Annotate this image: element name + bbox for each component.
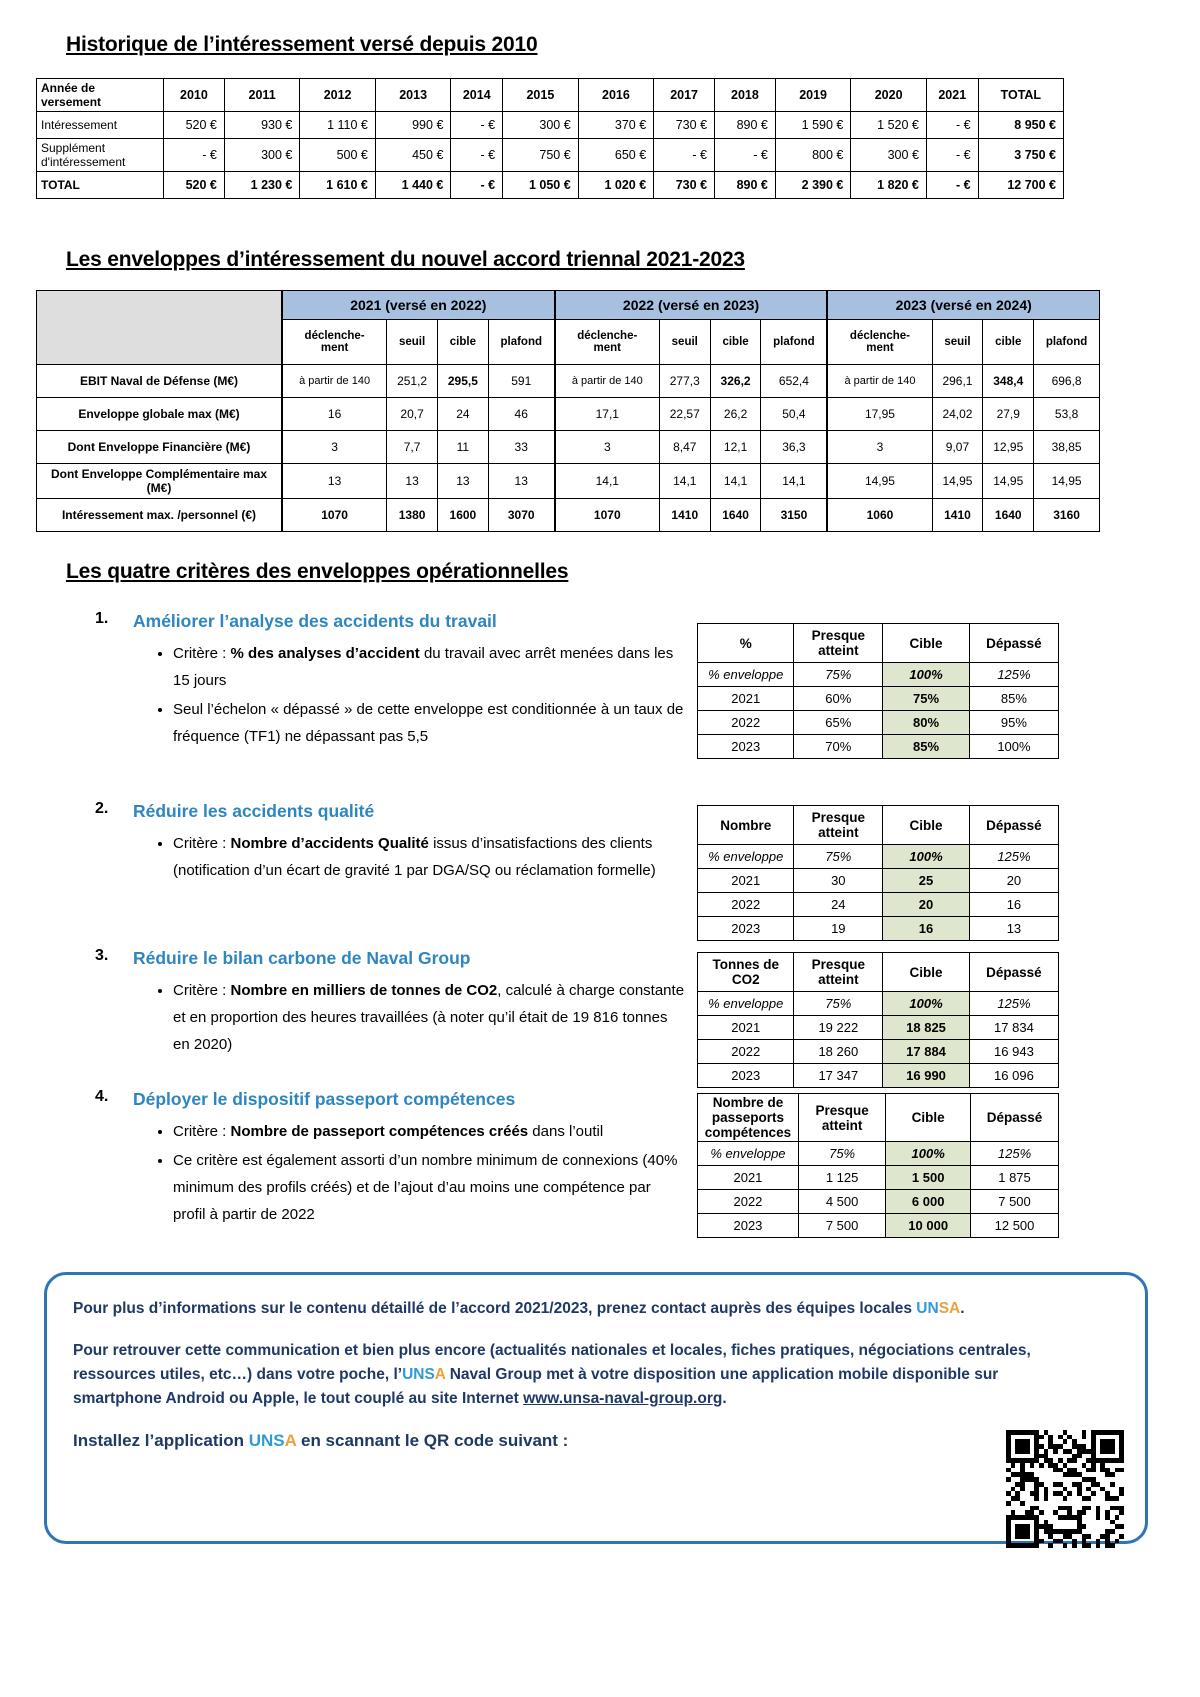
envelopes-row-label: Dont Enveloppe Financière (M€)	[37, 431, 283, 464]
envelopes-cell: 1640	[983, 499, 1034, 532]
criterion-block-3	[95, 947, 685, 1060]
criterion-cell: 6 000	[886, 1190, 971, 1214]
envelopes-cell: 14,1	[710, 464, 761, 499]
unsa-logo-uns-2: UNS	[402, 1366, 435, 1383]
envelopes-cell: à partir de 140	[282, 365, 387, 398]
envelopes-sub-header: seuil	[659, 320, 710, 365]
history-cell: 1 590 €	[775, 112, 851, 139]
criterion-title: Réduire le bilan carbone de Naval Group	[133, 948, 471, 968]
criterion-cell: 17 347	[794, 1064, 883, 1088]
history-cell: 1 610 €	[300, 172, 376, 199]
criterion-cell: 100%	[883, 992, 970, 1016]
history-year-header: 2016	[578, 79, 654, 112]
envelopes-cell: 26,2	[710, 398, 761, 431]
envelopes-cell: 11	[437, 431, 488, 464]
criterion-cell: 2022	[698, 893, 794, 917]
envelopes-cell: 1070	[555, 499, 660, 532]
history-cell: - €	[926, 172, 978, 199]
history-cell: - €	[926, 112, 978, 139]
table-row	[698, 687, 1059, 711]
criterion-cell: 17 884	[883, 1040, 970, 1064]
info-p2-text-b: Naval Group met à votre disposition une application mobile disponible sur smartphone Android ou Apple, le tout couplé au site Internet	[73, 1366, 999, 1407]
history-table	[36, 78, 1064, 199]
envelopes-group-header: 2023 (versé en 2024)	[827, 291, 1099, 320]
history-row-label: Intéressement	[37, 112, 164, 139]
table-row	[698, 1214, 1059, 1238]
history-corner-label: Année de versement	[37, 79, 164, 112]
criterion-cell: % enveloppe	[698, 663, 794, 687]
envelopes-cell: 1600	[437, 499, 488, 532]
envelopes-cell: 8,47	[659, 431, 710, 464]
criterion-bullets	[155, 830, 685, 884]
envelopes-cell: 1640	[710, 499, 761, 532]
history-cell: 930 €	[224, 112, 300, 139]
info-p1-end: .	[960, 1300, 965, 1317]
criterion-cell: 75%	[794, 992, 883, 1016]
unsa-logo-a-2: A	[434, 1366, 446, 1383]
criterion-block-2	[95, 800, 685, 886]
history-year-header: 2019	[775, 79, 851, 112]
info-paragraph-1	[73, 1297, 1033, 1321]
history-cell: - €	[164, 139, 225, 172]
envelopes-cell: 251,2	[387, 365, 438, 398]
criterion-cell: 125%	[969, 845, 1058, 869]
envelopes-cell: 38,85	[1034, 431, 1100, 464]
criterion-cell: 2021	[698, 687, 794, 711]
criterion-column-header: Cible	[886, 1094, 971, 1142]
history-cell: 730 €	[654, 172, 715, 199]
criterion-cell: % enveloppe	[698, 992, 794, 1016]
criterion-cell: 16	[969, 893, 1058, 917]
envelopes-cell: 13	[282, 464, 387, 499]
envelopes-cell: 3160	[1034, 499, 1100, 532]
envelopes-cell: 3	[555, 431, 660, 464]
envelopes-cell: 1380	[387, 499, 438, 532]
table-row	[698, 1064, 1059, 1088]
envelopes-sub-header: plafond	[761, 320, 827, 365]
table-row	[698, 1016, 1059, 1040]
criterion-cell: 20	[969, 869, 1058, 893]
criterion-cell: 24	[794, 893, 883, 917]
envelopes-cell: 20,7	[387, 398, 438, 431]
unsa-logo-un: UN	[916, 1300, 939, 1317]
envelopes-cell: 50,4	[761, 398, 827, 431]
criterion-cell: 100%	[883, 663, 970, 687]
criterion-cell: 80%	[883, 711, 970, 735]
criterion-cell: 75%	[794, 845, 883, 869]
envelopes-cell: 14,1	[659, 464, 710, 499]
list-item: • Critère : % des analyses d’accident du travail avec arrêt menées dans les 15 jours	[173, 640, 685, 694]
table-row	[698, 992, 1059, 1016]
criterion-cell: 75%	[883, 687, 970, 711]
criterion-number: 2.	[95, 800, 109, 817]
criterion-cell: 16 990	[883, 1064, 970, 1088]
criterion-bullets	[155, 640, 685, 750]
envelopes-cell: 12,1	[710, 431, 761, 464]
history-cell: 450 €	[375, 139, 451, 172]
envelopes-cell: 24	[437, 398, 488, 431]
table-row	[698, 1040, 1059, 1064]
envelopes-row-label: Enveloppe globale max (M€)	[37, 398, 283, 431]
criterion-title: Réduire les accidents qualité	[133, 801, 375, 821]
envelopes-cell: 14,95	[932, 464, 983, 499]
history-year-header: 2015	[503, 79, 579, 112]
history-cell: 890 €	[715, 112, 776, 139]
criterion-cell: 2021	[698, 1016, 794, 1040]
envelopes-sub-header: plafond	[1034, 320, 1100, 365]
envelopes-sub-header: déclenche- ment	[827, 320, 932, 365]
criterion-table-3	[697, 952, 1059, 1088]
history-year-header: 2017	[654, 79, 715, 112]
criterion-cell: 18 825	[883, 1016, 970, 1040]
criterion-cell: 2021	[698, 869, 794, 893]
table-row	[698, 1166, 1059, 1190]
criterion-cell: 95%	[969, 711, 1058, 735]
unsa-logo-sa: SA	[938, 1300, 961, 1317]
history-year-header: 2014	[451, 79, 503, 112]
table-row	[698, 663, 1059, 687]
envelopes-cell: 12,95	[983, 431, 1034, 464]
criterion-table-2	[697, 805, 1059, 941]
envelopes-sub-header: cible	[983, 320, 1034, 365]
history-cell: 730 €	[654, 112, 715, 139]
envelopes-corner	[37, 291, 283, 365]
history-cell: 1 820 €	[851, 172, 927, 199]
criterion-column-header: Dépassé	[969, 624, 1058, 663]
info-p1-text: Pour plus d’informations sur le contenu détaillé de l’accord 2021/2023, prenez contact auprès des équipes locales	[73, 1300, 917, 1317]
history-cell: 1 230 €	[224, 172, 300, 199]
criterion-column-header: Dépassé	[971, 1094, 1059, 1142]
history-year-header: 2020	[851, 79, 927, 112]
info-p2-end: .	[722, 1390, 727, 1407]
criterion-cell: 17 834	[969, 1016, 1058, 1040]
criterion-number: 3.	[95, 947, 109, 964]
criterion-cell: 7 500	[971, 1190, 1059, 1214]
table-row	[37, 499, 1100, 532]
envelopes-cell: 591	[488, 365, 554, 398]
history-cell: 990 €	[375, 112, 451, 139]
criterion-cell: 1 500	[886, 1166, 971, 1190]
table-row	[698, 845, 1059, 869]
envelopes-sub-header: déclenche- ment	[555, 320, 660, 365]
criterion-cell: % enveloppe	[698, 845, 794, 869]
table-row	[698, 735, 1059, 759]
criterion-table-4	[697, 1093, 1059, 1238]
envelopes-cell: 46	[488, 398, 554, 431]
envelopes-cell: 53,8	[1034, 398, 1100, 431]
criterion-bullets	[155, 1118, 685, 1228]
criterion-cell: 12 500	[971, 1214, 1059, 1238]
envelopes-sub-header: seuil	[932, 320, 983, 365]
table-row	[698, 869, 1059, 893]
criterion-cell: 18 260	[794, 1040, 883, 1064]
criterion-cell: 1 125	[798, 1166, 885, 1190]
table-header-row	[698, 806, 1059, 845]
envelopes-cell: 3150	[761, 499, 827, 532]
history-total-cell: 8 950 €	[978, 112, 1063, 139]
criterion-cell: 2023	[698, 917, 794, 941]
unsa-logo-uns-3: UNS	[248, 1431, 285, 1450]
table-row	[698, 917, 1059, 941]
history-cell: - €	[715, 139, 776, 172]
envelopes-cell: 27,9	[983, 398, 1034, 431]
criterion-cell: 125%	[969, 992, 1058, 1016]
history-total-header: TOTAL	[978, 79, 1063, 112]
history-cell: 650 €	[578, 139, 654, 172]
history-cell: - €	[451, 112, 503, 139]
history-cell: 370 €	[578, 112, 654, 139]
history-cell: - €	[451, 139, 503, 172]
table-row	[37, 112, 1064, 139]
criterion-table-1	[697, 623, 1059, 759]
info-p3-text: Installez l’application	[73, 1431, 249, 1450]
unsa-website-link[interactable]: www.unsa-naval-group.org	[523, 1390, 723, 1407]
envelopes-sub-header: plafond	[488, 320, 554, 365]
criterion-cell: 70%	[794, 735, 883, 759]
criterion-column-header: Dépassé	[969, 953, 1058, 992]
criterion-column-header: Cible	[883, 624, 970, 663]
history-cell: - €	[654, 139, 715, 172]
criterion-column-header: Dépassé	[969, 806, 1058, 845]
criterion-cell: 4 500	[798, 1190, 885, 1214]
envelopes-cell: 14,1	[761, 464, 827, 499]
list-item: • Critère : Nombre en milliers de tonnes de CO2, calculé à charge constante et en proportion des heures travaillées (à noter qu’il était de 19 816 tonnes en 2020)	[173, 977, 685, 1058]
criterion-cell: 2023	[698, 735, 794, 759]
envelopes-row-label: EBIT Naval de Défense (M€)	[37, 365, 283, 398]
criterion-cell: 10 000	[886, 1214, 971, 1238]
criterion-number: 4.	[95, 1088, 109, 1105]
criterion-cell: 19 222	[794, 1016, 883, 1040]
envelopes-cell: 277,3	[659, 365, 710, 398]
envelopes-group-header: 2021 (versé en 2022)	[282, 291, 555, 320]
criterion-column-header: %	[698, 624, 794, 663]
envelopes-cell: 3	[282, 431, 387, 464]
criterion-cell: 2022	[698, 1190, 799, 1214]
criterion-cell: 85%	[883, 735, 970, 759]
envelopes-cell: 696,8	[1034, 365, 1100, 398]
table-row	[37, 464, 1100, 499]
envelopes-cell: 7,7	[387, 431, 438, 464]
criterion-title: Déployer le dispositif passeport compétences	[133, 1089, 516, 1109]
criterion-cell: 20	[883, 893, 970, 917]
table-row	[37, 172, 1064, 199]
qr-code-icon	[1006, 1430, 1124, 1548]
criterion-column-header: Tonnes de CO2	[698, 953, 794, 992]
criterion-column-header: Presque atteint	[798, 1094, 885, 1142]
criterion-column-header: Presque atteint	[794, 953, 883, 992]
criterion-cell: 2023	[698, 1214, 799, 1238]
table-header-row	[37, 291, 1100, 320]
history-cell: 800 €	[775, 139, 851, 172]
envelopes-cell: 9,07	[932, 431, 983, 464]
criterion-number: 1.	[95, 610, 109, 627]
envelopes-cell: 13	[437, 464, 488, 499]
envelopes-cell: 13	[488, 464, 554, 499]
envelopes-cell: 17,95	[827, 398, 932, 431]
history-total-cell: 12 700 €	[978, 172, 1063, 199]
criterion-cell: 16 943	[969, 1040, 1058, 1064]
criterion-column-header: Nombre	[698, 806, 794, 845]
criterion-cell: 2023	[698, 1064, 794, 1088]
table-row	[698, 711, 1059, 735]
history-cell: 300 €	[224, 139, 300, 172]
envelopes-cell: 13	[387, 464, 438, 499]
envelopes-sub-header: cible	[437, 320, 488, 365]
list-item: • Critère : Nombre de passeport compétences créés dans l’outil	[173, 1118, 685, 1145]
envelopes-cell: 22,57	[659, 398, 710, 431]
criterion-cell: 7 500	[798, 1214, 885, 1238]
history-row-label: TOTAL	[37, 172, 164, 199]
criterion-cell: 100%	[883, 845, 970, 869]
history-cell: 300 €	[851, 139, 927, 172]
criterion-cell: 16 096	[969, 1064, 1058, 1088]
criterion-column-header: Presque atteint	[794, 624, 883, 663]
criterion-cell: 2022	[698, 711, 794, 735]
history-cell: 520 €	[164, 112, 225, 139]
envelopes-section-title: Les enveloppes d’intéressement du nouvel accord triennal 2021-2023	[66, 248, 745, 271]
criterion-cell: 125%	[971, 1142, 1059, 1166]
table-row	[698, 1142, 1059, 1166]
history-cell: 2 390 €	[775, 172, 851, 199]
table-row	[698, 1190, 1059, 1214]
criterion-cell: 2021	[698, 1166, 799, 1190]
table-row	[698, 893, 1059, 917]
list-item: • Ce critère est également assorti d’un nombre minimum de connexions (40% minimum des profils créés) et de l’ajout d’au moins une compétence par profil à partir de 2022	[173, 1147, 685, 1228]
info-p2-text: Pour retrouver cette communication et bien plus encore (actualités nationales et locales, fiches pratiques, négociations centrales, ressources utiles, etc…) dans votre poche, l’	[73, 1342, 1031, 1383]
list-item: • Critère : Nombre d’accidents Qualité issus d’insatisfactions des clients (notification d’un écart de gravité 1 par DGA/SQ ou réclamation formelle)	[173, 830, 685, 884]
envelopes-row-label: Intéressement max. /personnel (€)	[37, 499, 283, 532]
criterion-cell: 85%	[969, 687, 1058, 711]
criterion-cell: 19	[794, 917, 883, 941]
envelopes-cell: 17,1	[555, 398, 660, 431]
envelopes-sub-header: seuil	[387, 320, 438, 365]
history-cell: 300 €	[503, 112, 579, 139]
criterion-cell: 125%	[969, 663, 1058, 687]
envelopes-cell: 1410	[659, 499, 710, 532]
envelopes-cell: 1410	[932, 499, 983, 532]
criterion-cell: 65%	[794, 711, 883, 735]
criterion-cell: 16	[883, 917, 970, 941]
history-cell: 1 020 €	[578, 172, 654, 199]
criterion-column-header: Nombre de passeports compétences	[698, 1094, 799, 1142]
envelopes-cell: 14,95	[983, 464, 1034, 499]
history-year-header: 2010	[164, 79, 225, 112]
criterion-cell: 75%	[794, 663, 883, 687]
criterion-cell: 2022	[698, 1040, 794, 1064]
criterion-column-header: Presque atteint	[794, 806, 883, 845]
criterion-cell: 25	[883, 869, 970, 893]
history-cell: - €	[451, 172, 503, 199]
criterion-title: Améliorer l’analyse des accidents du travail	[133, 611, 497, 631]
envelopes-cell: 348,4	[983, 365, 1034, 398]
envelopes-cell: 16	[282, 398, 387, 431]
table-row	[37, 365, 1100, 398]
table-row	[37, 431, 1100, 464]
criterion-cell: 75%	[798, 1142, 885, 1166]
criterion-column-header: Cible	[883, 953, 970, 992]
table-header-row	[698, 1094, 1059, 1142]
envelopes-cell: 295,5	[437, 365, 488, 398]
history-cell: 1 440 €	[375, 172, 451, 199]
list-item: • Seul l’échelon « dépassé » de cette enveloppe est conditionnée à un taux de fréquence (TF1) ne dépassant pas 5,5	[173, 696, 685, 750]
history-cell: 1 110 €	[300, 112, 376, 139]
envelopes-sub-header: déclenche- ment	[282, 320, 387, 365]
criterion-cell: 1 875	[971, 1166, 1059, 1190]
table-header-row	[37, 79, 1064, 112]
envelopes-group-header: 2022 (versé en 2023)	[555, 291, 828, 320]
history-cell: 890 €	[715, 172, 776, 199]
envelopes-cell: 1070	[282, 499, 387, 532]
info-p3-text-b: en scannant le QR code suivant :	[296, 1431, 569, 1450]
criterion-cell: % enveloppe	[698, 1142, 799, 1166]
history-cell: 500 €	[300, 139, 376, 172]
envelopes-cell: 14,95	[1034, 464, 1100, 499]
unsa-logo-a-3: A	[284, 1431, 297, 1450]
envelopes-sub-header: cible	[710, 320, 761, 365]
envelopes-cell: 1060	[827, 499, 932, 532]
envelopes-table	[36, 290, 1100, 532]
envelopes-cell: à partir de 140	[555, 365, 660, 398]
envelopes-cell: 36,3	[761, 431, 827, 464]
history-cell: - €	[926, 139, 978, 172]
history-year-header: 2021	[926, 79, 978, 112]
criterion-bullets	[155, 977, 685, 1058]
history-cell: 520 €	[164, 172, 225, 199]
history-year-header: 2013	[375, 79, 451, 112]
history-section-title: Historique de l’intéressement versé depuis 2010	[66, 33, 538, 56]
history-row-label: Supplément d'intéressement	[37, 139, 164, 172]
criterion-cell: 100%	[886, 1142, 971, 1166]
info-paragraph-3	[73, 1429, 1033, 1453]
criterion-block-1	[95, 610, 685, 752]
criterion-column-header: Cible	[883, 806, 970, 845]
envelopes-cell: 14,1	[555, 464, 660, 499]
criterion-cell: 60%	[794, 687, 883, 711]
info-box	[44, 1272, 1148, 1544]
table-row	[37, 139, 1064, 172]
criteria-section-title: Les quatre critères des enveloppes opérationnelles	[66, 560, 569, 583]
criterion-cell: 13	[969, 917, 1058, 941]
envelopes-cell: 33	[488, 431, 554, 464]
envelopes-row-label: Dont Enveloppe Complémentaire max (M€)	[37, 464, 283, 499]
envelopes-cell: à partir de 140	[827, 365, 932, 398]
table-row	[37, 398, 1100, 431]
history-cell: 1 050 €	[503, 172, 579, 199]
history-cell: 750 €	[503, 139, 579, 172]
envelopes-cell: 24,02	[932, 398, 983, 431]
history-year-header: 2011	[224, 79, 300, 112]
history-total-cell: 3 750 €	[978, 139, 1063, 172]
envelopes-cell: 652,4	[761, 365, 827, 398]
criterion-cell: 30	[794, 869, 883, 893]
history-year-header: 2018	[715, 79, 776, 112]
table-header-row	[698, 953, 1059, 992]
info-paragraph-2	[73, 1339, 1033, 1411]
criterion-block-4	[95, 1088, 685, 1230]
envelopes-cell: 326,2	[710, 365, 761, 398]
envelopes-cell: 14,95	[827, 464, 932, 499]
history-cell: 1 520 €	[851, 112, 927, 139]
envelopes-cell: 3	[827, 431, 932, 464]
envelopes-cell: 3070	[488, 499, 554, 532]
table-header-row	[698, 624, 1059, 663]
history-year-header: 2012	[300, 79, 376, 112]
envelopes-cell: 296,1	[932, 365, 983, 398]
criterion-cell: 100%	[969, 735, 1058, 759]
